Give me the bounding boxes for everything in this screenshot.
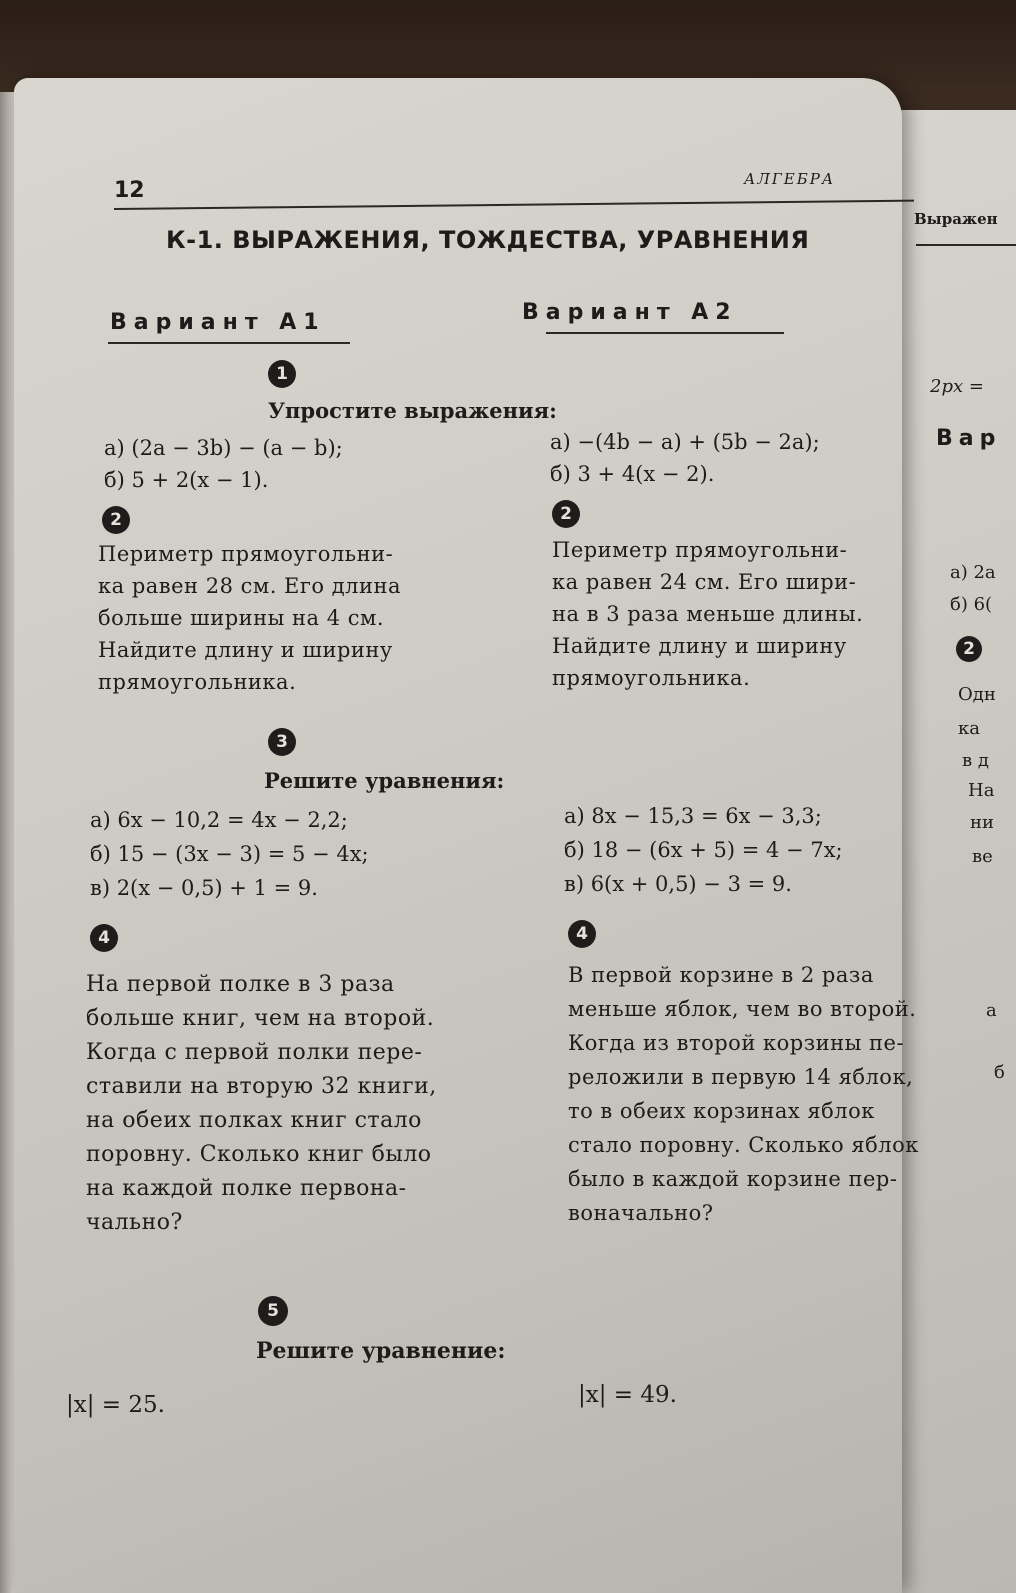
task-4-a1-text bbox=[86, 968, 437, 1240]
next-page-item: ни bbox=[970, 812, 994, 833]
task-5-number-badge: 5 bbox=[258, 1296, 288, 1326]
text-line: В первой корзине в 2 раза bbox=[568, 963, 874, 987]
text-line: Периметр прямоугольни- bbox=[552, 538, 848, 562]
text-line: воначально? bbox=[568, 1201, 714, 1225]
text-line: меньше яблок, чем во второй. bbox=[568, 997, 917, 1021]
variant-a2-heading: Вариант А2 bbox=[522, 300, 738, 325]
text-line: на в 3 раза меньше длины. bbox=[552, 602, 864, 626]
next-page-item: а) 2a bbox=[950, 562, 996, 583]
next-page-header: Выражен bbox=[914, 210, 998, 228]
task-4-a2-number-badge: 4 bbox=[568, 920, 596, 948]
text-line: поровну. Сколько книг было bbox=[86, 1142, 432, 1167]
text-line: Периметр прямоугольни- bbox=[98, 542, 394, 566]
next-page-rule bbox=[916, 244, 1016, 246]
next-page-item: б bbox=[994, 1062, 1005, 1083]
variant-a2-underline bbox=[546, 332, 784, 334]
text-line: реложили в первую 14 яблок, bbox=[568, 1065, 914, 1089]
text-line: прямоугольника. bbox=[552, 666, 751, 690]
text-line: Когда с первой полки пере- bbox=[86, 1040, 423, 1065]
task-1-a1-item: а) (2a − 3b) − (a − b); bbox=[104, 436, 343, 460]
task-1-heading: Упростите выражения: bbox=[268, 398, 557, 423]
task-3-a1-item: а) 6x − 10,2 = 4x − 2,2; bbox=[90, 808, 348, 832]
task-5-heading: Решите уравнение: bbox=[256, 1338, 506, 1364]
task-3-number-badge: 3 bbox=[268, 728, 296, 756]
task-2-a1-text bbox=[98, 538, 401, 698]
text-line: ставили на вторую 32 книги, bbox=[86, 1074, 437, 1099]
next-page-item: ве bbox=[972, 846, 993, 867]
next-page-item: Одн bbox=[958, 684, 996, 705]
next-page-item: б) 6( bbox=[950, 594, 993, 615]
task-1-a2-item: а) −(4b − a) + (5b − 2a); bbox=[550, 430, 820, 454]
next-page-item: в д bbox=[962, 750, 989, 771]
text-line: то в обеих корзинах яблок bbox=[568, 1099, 875, 1123]
text-line: больше ширины на 4 см. bbox=[98, 606, 385, 630]
next-page bbox=[900, 110, 1016, 1593]
task-2-a1-number-badge: 2 bbox=[102, 506, 130, 534]
text-line: Найдите длину и ширину bbox=[98, 638, 393, 662]
task-3-a2-item: б) 18 − (6x + 5) = 4 − 7x; bbox=[564, 838, 843, 862]
page-title: К-1. ВЫРАЖЕНИЯ, ТОЖДЕСТВА, УРАВНЕНИЯ bbox=[166, 226, 810, 254]
header-rule bbox=[114, 200, 914, 210]
next-page-variant: Вар bbox=[936, 426, 1002, 451]
text-line: стало поровну. Сколько яблок bbox=[568, 1133, 919, 1157]
text-line: чально? bbox=[86, 1210, 183, 1235]
task-3-a2-item: а) 8x − 15,3 = 6x − 3,3; bbox=[564, 804, 822, 828]
task-3-a2-item: в) 6(x + 0,5) − 3 = 9. bbox=[564, 872, 792, 896]
text-line: На первой полке в 3 раза bbox=[86, 972, 395, 997]
running-header: АЛГЕБРА bbox=[744, 170, 836, 188]
text-line: на обеих полках книг стало bbox=[86, 1108, 422, 1133]
next-page-badge: 2 bbox=[956, 636, 982, 662]
task-3-heading: Решите уравнения: bbox=[264, 768, 505, 793]
text-line: ка равен 28 см. Его длина bbox=[98, 574, 401, 598]
text-line: ка равен 24 см. Его шири- bbox=[552, 570, 857, 594]
text-line: больше книг, чем на второй. bbox=[86, 1006, 435, 1031]
task-1-a1-item: б) 5 + 2(x − 1). bbox=[104, 468, 269, 492]
text-line: прямоугольника. bbox=[98, 670, 297, 694]
task-2-a2-text bbox=[552, 534, 863, 694]
task-4-a1-number-badge: 4 bbox=[90, 924, 118, 952]
next-page-item: а bbox=[986, 1000, 997, 1021]
text-line: на каждой полке первона- bbox=[86, 1176, 407, 1201]
task-2-a2-number-badge: 2 bbox=[552, 500, 580, 528]
task-4-a2-text bbox=[568, 958, 919, 1230]
task-5-a2-equation: |x| = 49. bbox=[578, 1382, 677, 1408]
task-5-a1-equation: |x| = 25. bbox=[66, 1392, 165, 1418]
page-number: 12 bbox=[114, 178, 145, 203]
task-1-number-badge: 1 bbox=[268, 360, 296, 388]
text-line: Найдите длину и ширину bbox=[552, 634, 847, 658]
task-3-a1-item: в) 2(x − 0,5) + 1 = 9. bbox=[90, 876, 318, 900]
variant-a1-underline bbox=[108, 342, 350, 344]
text-line: было в каждой корзине пер- bbox=[568, 1167, 898, 1191]
task-1-a2-item: б) 3 + 4(x − 2). bbox=[550, 462, 715, 486]
variant-a1-heading: Вариант А1 bbox=[110, 310, 326, 335]
next-page-item: На bbox=[968, 780, 995, 801]
book-page bbox=[14, 78, 919, 1593]
task-3-a1-item: б) 15 − (3x − 3) = 5 − 4x; bbox=[90, 842, 369, 866]
next-page-formula: 2px = bbox=[930, 376, 984, 397]
next-page-item: ка bbox=[958, 718, 980, 739]
text-line: Когда из второй корзины пе- bbox=[568, 1031, 905, 1055]
